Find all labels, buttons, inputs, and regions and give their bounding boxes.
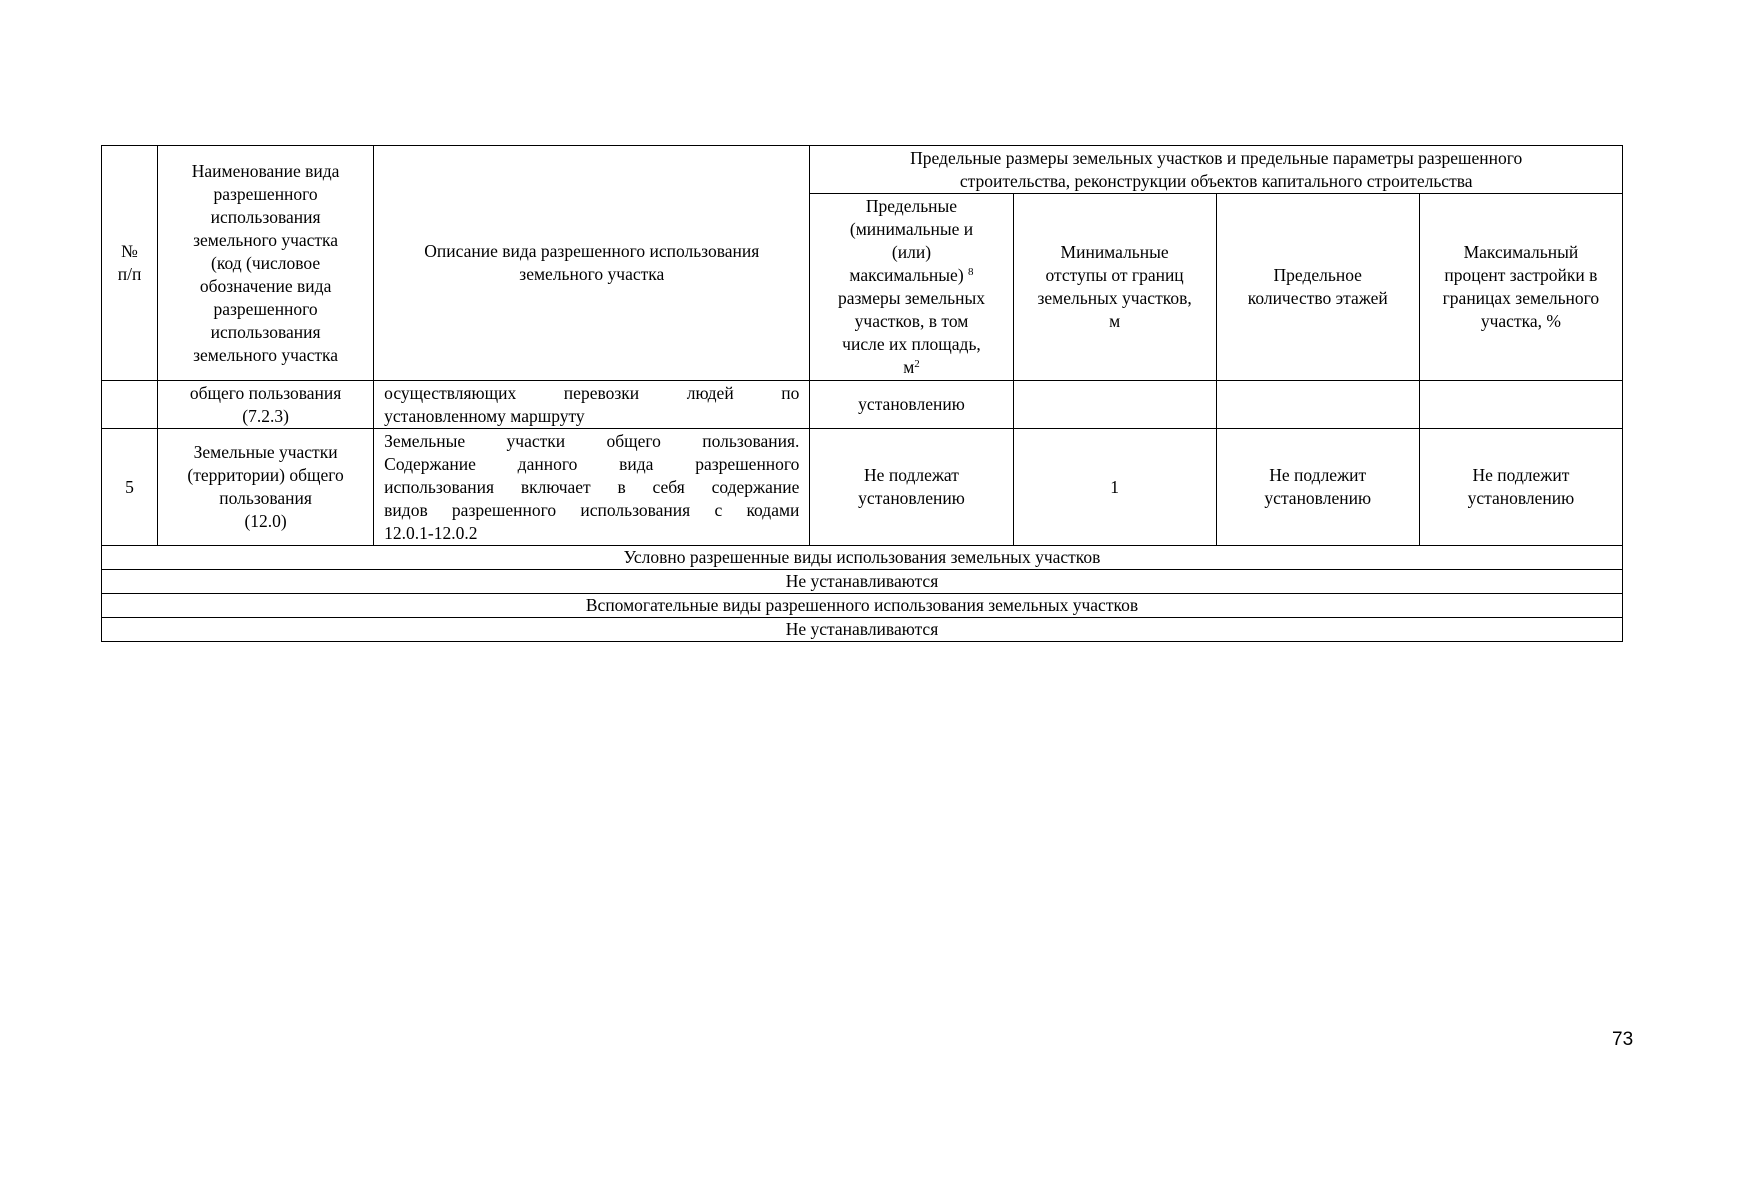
header-params-group [810, 146, 1623, 194]
header-num [102, 146, 158, 381]
row-name [158, 429, 374, 546]
row-description-line: осуществляющих перевозки людей по [384, 382, 800, 403]
row-description [374, 429, 810, 546]
row-floors-line: установлению [1264, 488, 1372, 508]
row-name-line: (12.0) [244, 511, 287, 531]
row-description-line: использования включает в себя содержание [384, 476, 800, 497]
footnote-marker: 8 [968, 266, 974, 278]
header-setbacks-line: отступы от границ [1045, 265, 1184, 285]
header-name-line: обозначение вида [199, 275, 332, 296]
row-name-line: общего пользования [189, 382, 342, 403]
header-params-group-line: Предельные размеры земельных участков и предельные параметры разрешенного [910, 147, 1523, 168]
row-sizes: установлению [810, 381, 1013, 429]
header-coverage [1419, 194, 1622, 381]
row-coverage [1419, 429, 1622, 546]
header-name [158, 146, 374, 381]
row-name [158, 381, 374, 429]
header-description [374, 146, 810, 381]
row-description-line: 12.0.1-12.0.2 [384, 522, 478, 543]
header-params-group-line: строительства, реконструкции объектов капитального строительства [959, 170, 1473, 191]
row-coverage-line: Не подлежит [1472, 465, 1570, 485]
header-sizes-line: максимальные) [849, 265, 964, 285]
row-sizes [810, 429, 1013, 546]
header-coverage-line: границах земельного [1442, 288, 1600, 308]
header-setbacks [1013, 194, 1216, 381]
header-name-line: земельного участка [193, 344, 339, 365]
row-setbacks [1013, 381, 1216, 429]
header-sizes-line: Предельные [865, 196, 958, 216]
header-name-line: разрешенного [213, 298, 318, 319]
header-num-text: № п/п [117, 241, 142, 284]
header-name-line: Наименование вида [191, 160, 340, 181]
header-sizes-line: числе их площадь, [842, 334, 981, 354]
header-name-line: (код (числовое [211, 252, 321, 273]
section-conditional-heading: Условно разрешенные виды использования земельных участков [102, 546, 1623, 570]
row-description-line: видов разрешенного использования с кодами [384, 499, 800, 520]
row-name-line: пользования [219, 488, 312, 508]
row-coverage [1419, 381, 1622, 429]
row-setbacks: 1 [1013, 429, 1216, 546]
header-name-line: земельного участка [193, 229, 339, 250]
header-sizes-line: участков, в том [854, 311, 969, 331]
section-auxiliary-heading: Вспомогательные виды разрешенного использования земельных участков [102, 594, 1623, 618]
section-conditional-value: Не устанавливаются [102, 570, 1623, 594]
row-name-line: Земельные участки [193, 442, 338, 462]
header-setbacks-line: земельных участков, [1037, 288, 1192, 308]
page-number: 73 [1612, 1029, 1634, 1050]
row-name-line: (территории) общего [187, 465, 344, 485]
header-floors [1216, 194, 1419, 381]
row-description-line: Содержание данного вида разрешенного [384, 453, 800, 474]
header-name-line: разрешенного [213, 183, 318, 204]
row-description [374, 381, 810, 429]
row-description-line: установленному маршруту [384, 405, 585, 426]
header-setbacks-line: Минимальные [1060, 242, 1169, 262]
header-coverage-line: процент застройки в [1444, 265, 1598, 285]
header-description-line: земельного участка [519, 264, 665, 284]
row-num: 5 [102, 429, 158, 546]
header-coverage-line: Максимальный [1463, 242, 1579, 262]
row-sizes-line: установлению [858, 488, 965, 508]
header-name-line: использования [210, 321, 321, 342]
row-floors [1216, 381, 1419, 429]
header-setbacks-line: м [1109, 311, 1121, 331]
row-description-line: Земельные участки общего пользования. [384, 430, 800, 451]
table-row [102, 381, 1623, 429]
table-row [102, 429, 1623, 546]
land-use-table [101, 145, 1623, 642]
row-sizes-line: Не подлежат [864, 465, 959, 485]
header-description-line: Описание вида разрешенного использования [424, 241, 760, 261]
header-sizes-line: размеры земельных [837, 288, 985, 308]
header-floors-line: количество этажей [1247, 288, 1388, 308]
row-coverage-line: установлению [1467, 488, 1575, 508]
header-sizes [810, 194, 1013, 381]
section-auxiliary-value: Не устанавливаются [102, 618, 1623, 642]
header-name-line: использования [210, 206, 321, 227]
row-num [102, 381, 158, 429]
header-sizes-line: (или) [891, 242, 932, 262]
superscript-two: 2 [914, 358, 920, 370]
header-floors-line: Предельное [1273, 265, 1362, 285]
row-name-line: (7.2.3) [242, 405, 289, 426]
header-sizes-line: (минимальные и [849, 219, 974, 239]
header-sizes-line: м [903, 357, 915, 377]
row-floors-line: Не подлежит [1269, 465, 1367, 485]
row-floors [1216, 429, 1419, 546]
header-coverage-line: участка, % [1480, 311, 1561, 331]
